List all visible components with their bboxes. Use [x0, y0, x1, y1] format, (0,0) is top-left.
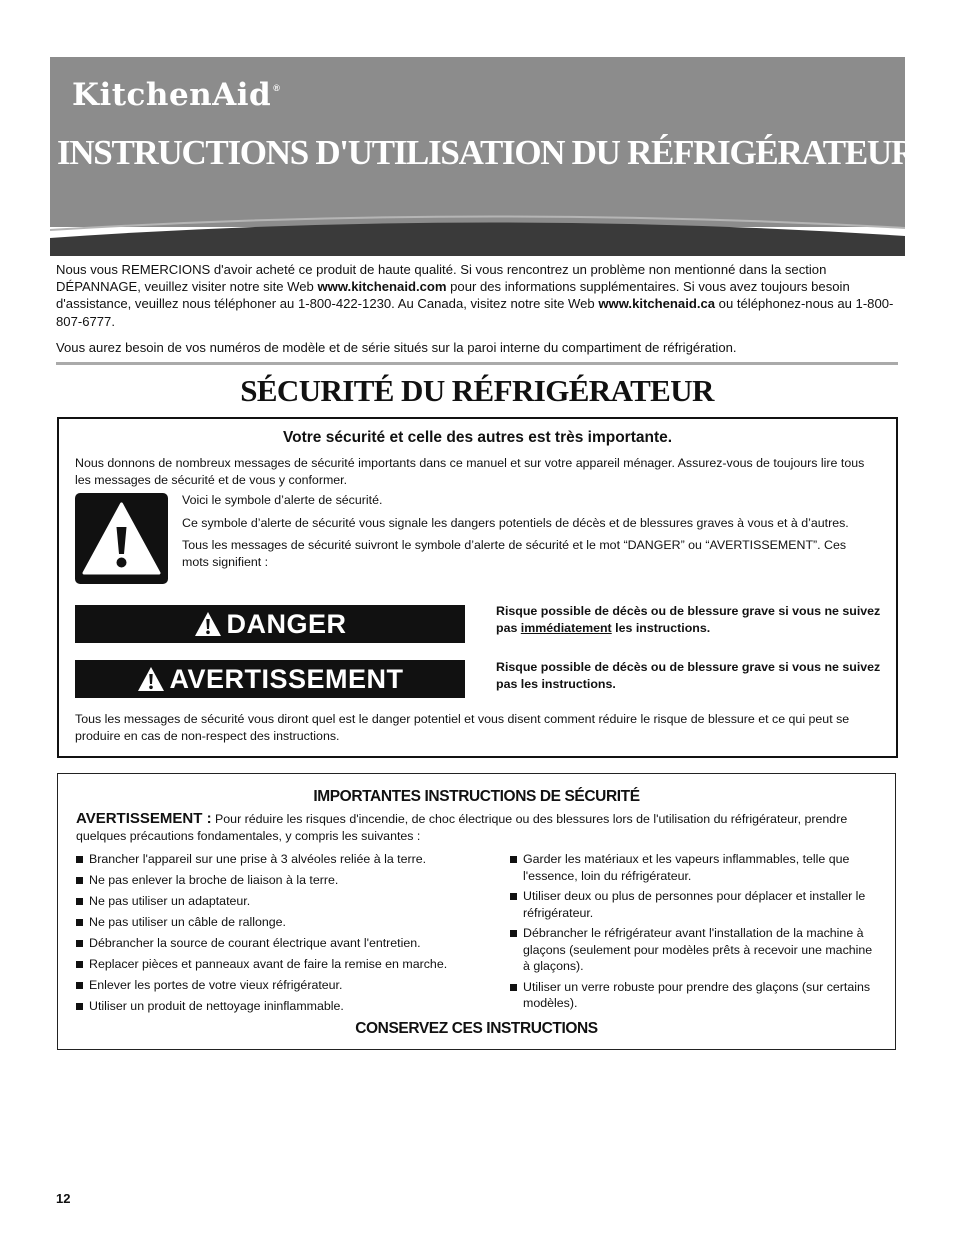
intro-paragraph-2: Vous aurez besoin de vos numéros de modèle et de série situés sur la paroi interne du compartiment de réfrigération.: [56, 339, 737, 355]
danger-desc-emphasis: immédiatement: [520, 620, 612, 635]
danger-description: [496, 603, 891, 636]
safety-intro: Nous donnons de nombreux messages de sécurité importants dans ce manuel et sur votre appareil ménager. Assurez-vous de toujours lire tous les messages de sécurité et de vous y conformer.: [75, 456, 865, 487]
important-instructions-box: [57, 773, 896, 1050]
list-item: Enlever les portes de votre vieux réfrigérateur.: [76, 977, 506, 994]
header-swoosh-decoration: [50, 214, 905, 256]
intro-text-part: Nous vous REMERCIONS d'avoir acheté ce produit de haute qualité. Si vous rencontrez un problème non mentionné dans la section DÉPANNAGE, veuillez visiter notre site Web: [56, 262, 827, 295]
important-warning: [76, 810, 876, 845]
safety-box: [57, 417, 898, 758]
list-item: Garder les matériaux et les vapeurs inflammables, telle que l'essence, loin du réfrigérateur.: [510, 851, 880, 884]
list-item: Ne pas utiliser un câble de rallonge.: [76, 914, 506, 931]
symbol-line: Ce symbole d’alerte de sécurité vous signale les dangers potentiels de décès et de blessures graves à vous et à d’autres.: [182, 515, 849, 530]
list-item: Ne pas enlever la broche de liaison à la terre.: [76, 872, 506, 889]
brand-logo: [72, 77, 280, 113]
list-item: Débrancher la source de courant électrique avant l'entretien.: [76, 935, 506, 952]
page-number: 12: [56, 1191, 71, 1206]
symbol-line: Voici le symbole d’alerte de sécurité.: [182, 493, 383, 507]
list-item: Replacer pièces et panneaux avant de faire la remise en marche.: [76, 956, 506, 973]
important-warning-text: Pour réduire les risques d'incendie, de choc électrique ou des blessures lors de l'utilisation du réfrigérateur, prendre quelques précautions fondamentales, y compris les suivantes :: [76, 812, 848, 843]
intro-text: [56, 261, 901, 365]
important-warning-label: AVERTISSEMENT :: [76, 810, 212, 827]
symbol-line: Tous les messages de sécurité suivront le symbole d’alerte de sécurité et le mot “DANGER” ou “AVERTISSEMENT”. Ces mots signifient :: [182, 538, 847, 569]
website-link-us[interactable]: www.kitchenaid.com: [317, 279, 447, 295]
safety-symbol-text: [182, 492, 872, 576]
keep-instructions-note: CONSERVEZ CES INSTRUCTIONS: [355, 1020, 598, 1037]
list-item: Utiliser deux ou plus de personnes pour déplacer et installer le réfrigérateur.: [510, 888, 880, 921]
brand-name: KitchenAid: [72, 77, 272, 113]
instructions-list-left: [76, 851, 506, 1019]
safety-closing-text: Tous les messages de sécurité vous diront quel est le danger potentiel et vous disent comment réduire le risque de blessure et ce qui peut se produire en cas de non-respect des instructions.: [75, 712, 850, 743]
danger-desc-text: Risque possible de décès ou de blessure grave si vous ne suivez pas: [496, 604, 881, 635]
list-item: Utiliser un produit de nettoyage ininflammable.: [76, 998, 506, 1015]
danger-banner: [75, 605, 465, 643]
header-banner: [50, 57, 915, 227]
page-title: INSTRUCTIONS D'UTILISATION DU RÉFRIGÉRATEUR: [57, 133, 915, 172]
intro-paragraph-1: [56, 261, 901, 330]
list-item: Utiliser un verre robuste pour prendre des glaçons (sur certains modèles).: [510, 979, 880, 1012]
safety-alert-icon: [75, 493, 168, 584]
warning-banner: [75, 660, 465, 698]
registered-mark: ®: [273, 83, 281, 93]
warning-triangle-icon: [193, 610, 223, 638]
intro-text-part: pour des informations supplémentaires. Si vous avez toujours besoin d'assistance, veuillez nous téléphoner au 1-800-422-1230. Au Canada, visitez notre site Web: [56, 279, 850, 312]
list-item: Brancher l'appareil sur une prise à 3 alvéoles reliée à la terre.: [76, 851, 506, 868]
list-item: Ne pas utiliser un adaptateur.: [76, 893, 506, 910]
danger-desc-text: les instructions.: [611, 620, 711, 635]
safety-heading: Votre sécurité et celle des autres est très importante.: [282, 429, 673, 446]
website-link-ca[interactable]: www.kitchenaid.ca: [598, 296, 716, 312]
warning-triangle-icon: [136, 665, 166, 693]
warning-description: Risque possible de décès ou de blessure grave si vous ne suivez pas les instructions.: [496, 660, 881, 691]
warning-label: AVERTISSEMENT: [169, 663, 404, 694]
section-title: SÉCURITÉ DU RÉFRIGÉRATEUR: [240, 373, 714, 408]
section-divider: [56, 362, 898, 365]
list-item: Débrancher le réfrigérateur avant l'installation de la machine à glaçons (seulement pour modèles prêts à recevoir une machine à glaçons).: [510, 925, 880, 975]
instructions-list-right: [510, 851, 880, 1016]
important-heading: IMPORTANTES INSTRUCTIONS DE SÉCURITÉ: [313, 788, 640, 805]
intro-text-part: ou téléphonez-nous au 1-800-807-6777.: [56, 296, 894, 329]
danger-label: DANGER: [226, 608, 347, 639]
